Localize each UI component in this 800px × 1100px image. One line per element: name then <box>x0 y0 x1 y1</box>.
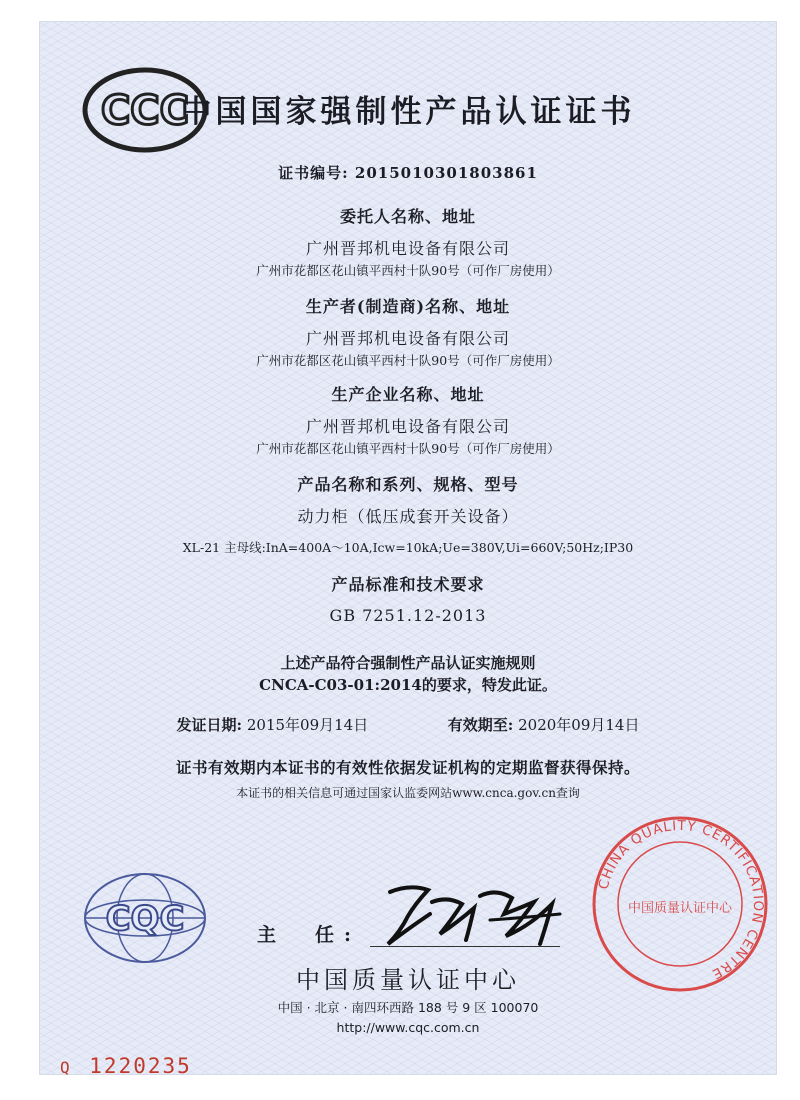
serial-prefix: Q <box>60 1058 70 1077</box>
certification-seal-icon <box>590 814 770 994</box>
conformity-line-1: 上述产品符合强制性产品认证实施规则 <box>280 654 536 672</box>
product-name: 动力柜（低压成套开关设备） <box>297 507 519 526</box>
org-website: http://www.cqc.com.cn <box>336 1020 480 1035</box>
factory-address: 广州市花都区花山镇平西村十队90号（可作厂房使用） <box>256 441 560 456</box>
ccc-logo-text: CCC <box>100 88 190 134</box>
org-address: 中国 · 北京 · 南四环西路 188 号 9 区 100070 <box>277 1000 539 1015</box>
seal-outer-text: CHINA QUALITY CERTIFICATION CENTRE <box>595 817 767 983</box>
serial-number <box>60 1054 192 1078</box>
certificate-title: 中国国家强制性产品认证证书 <box>180 94 636 130</box>
expiry-label: 有效期至: <box>447 716 514 734</box>
seal-inner-text: 中国质量认证中心 <box>627 901 733 916</box>
validity-note: 证书有效期内本证书的有效性依据发证机构的定期监督获得保持。 <box>175 758 640 777</box>
dates-row <box>40 714 776 735</box>
cert-no-label: 证书编号: <box>278 164 349 182</box>
client-address: 广州市花都区花山镇平西村十队90号（可作厂房使用） <box>256 263 560 278</box>
signature-line <box>370 946 560 947</box>
director-signature <box>370 874 580 954</box>
manufacturer-heading: 生产者(制造商)名称、地址 <box>305 297 511 316</box>
expiry-date: 2020年09月14日 <box>518 716 640 734</box>
factory-name: 广州晋邦机电设备有限公司 <box>305 417 510 436</box>
cqc-logo-text: CQC <box>105 899 185 939</box>
standard-heading: 产品标准和技术要求 <box>331 575 485 594</box>
web-note: 本证书的相关信息可通过国家认监委网站www.cnca.gov.cn查询 <box>236 786 580 800</box>
client-heading: 委托人名称、地址 <box>339 207 476 226</box>
factory-heading: 生产企业名称、地址 <box>331 385 485 404</box>
manufacturer-name: 广州晋邦机电设备有限公司 <box>305 329 510 348</box>
cqc-logo-icon <box>80 870 210 966</box>
standard-value: GB 7251.12-2013 <box>329 606 487 625</box>
client-name: 广州晋邦机电设备有限公司 <box>305 239 510 258</box>
certificate-sheet <box>40 22 776 1078</box>
cert-no-value: 2015010301803861 <box>354 164 538 182</box>
conformity-line-2: CNCA-C03-01:2014的要求，特发此证。 <box>259 676 557 694</box>
director-label: 主 任: <box>257 924 362 946</box>
org-name: 中国质量认证中心 <box>296 966 520 994</box>
issue-date: 2015年09月14日 <box>246 716 369 734</box>
serial-value: 1220235 <box>89 1054 192 1078</box>
manufacturer-address: 广州市花都区花山镇平西村十队90号（可作厂房使用） <box>256 353 560 368</box>
certificate-number <box>40 162 776 183</box>
product-heading: 产品名称和系列、规格、型号 <box>297 475 519 494</box>
issue-date-label: 发证日期: <box>176 716 243 734</box>
product-spec: XL-21 主母线:InA=400A～10A,Icw=10kA;Ue=380V,Ui=660V;50Hz;IP30 <box>182 540 634 555</box>
